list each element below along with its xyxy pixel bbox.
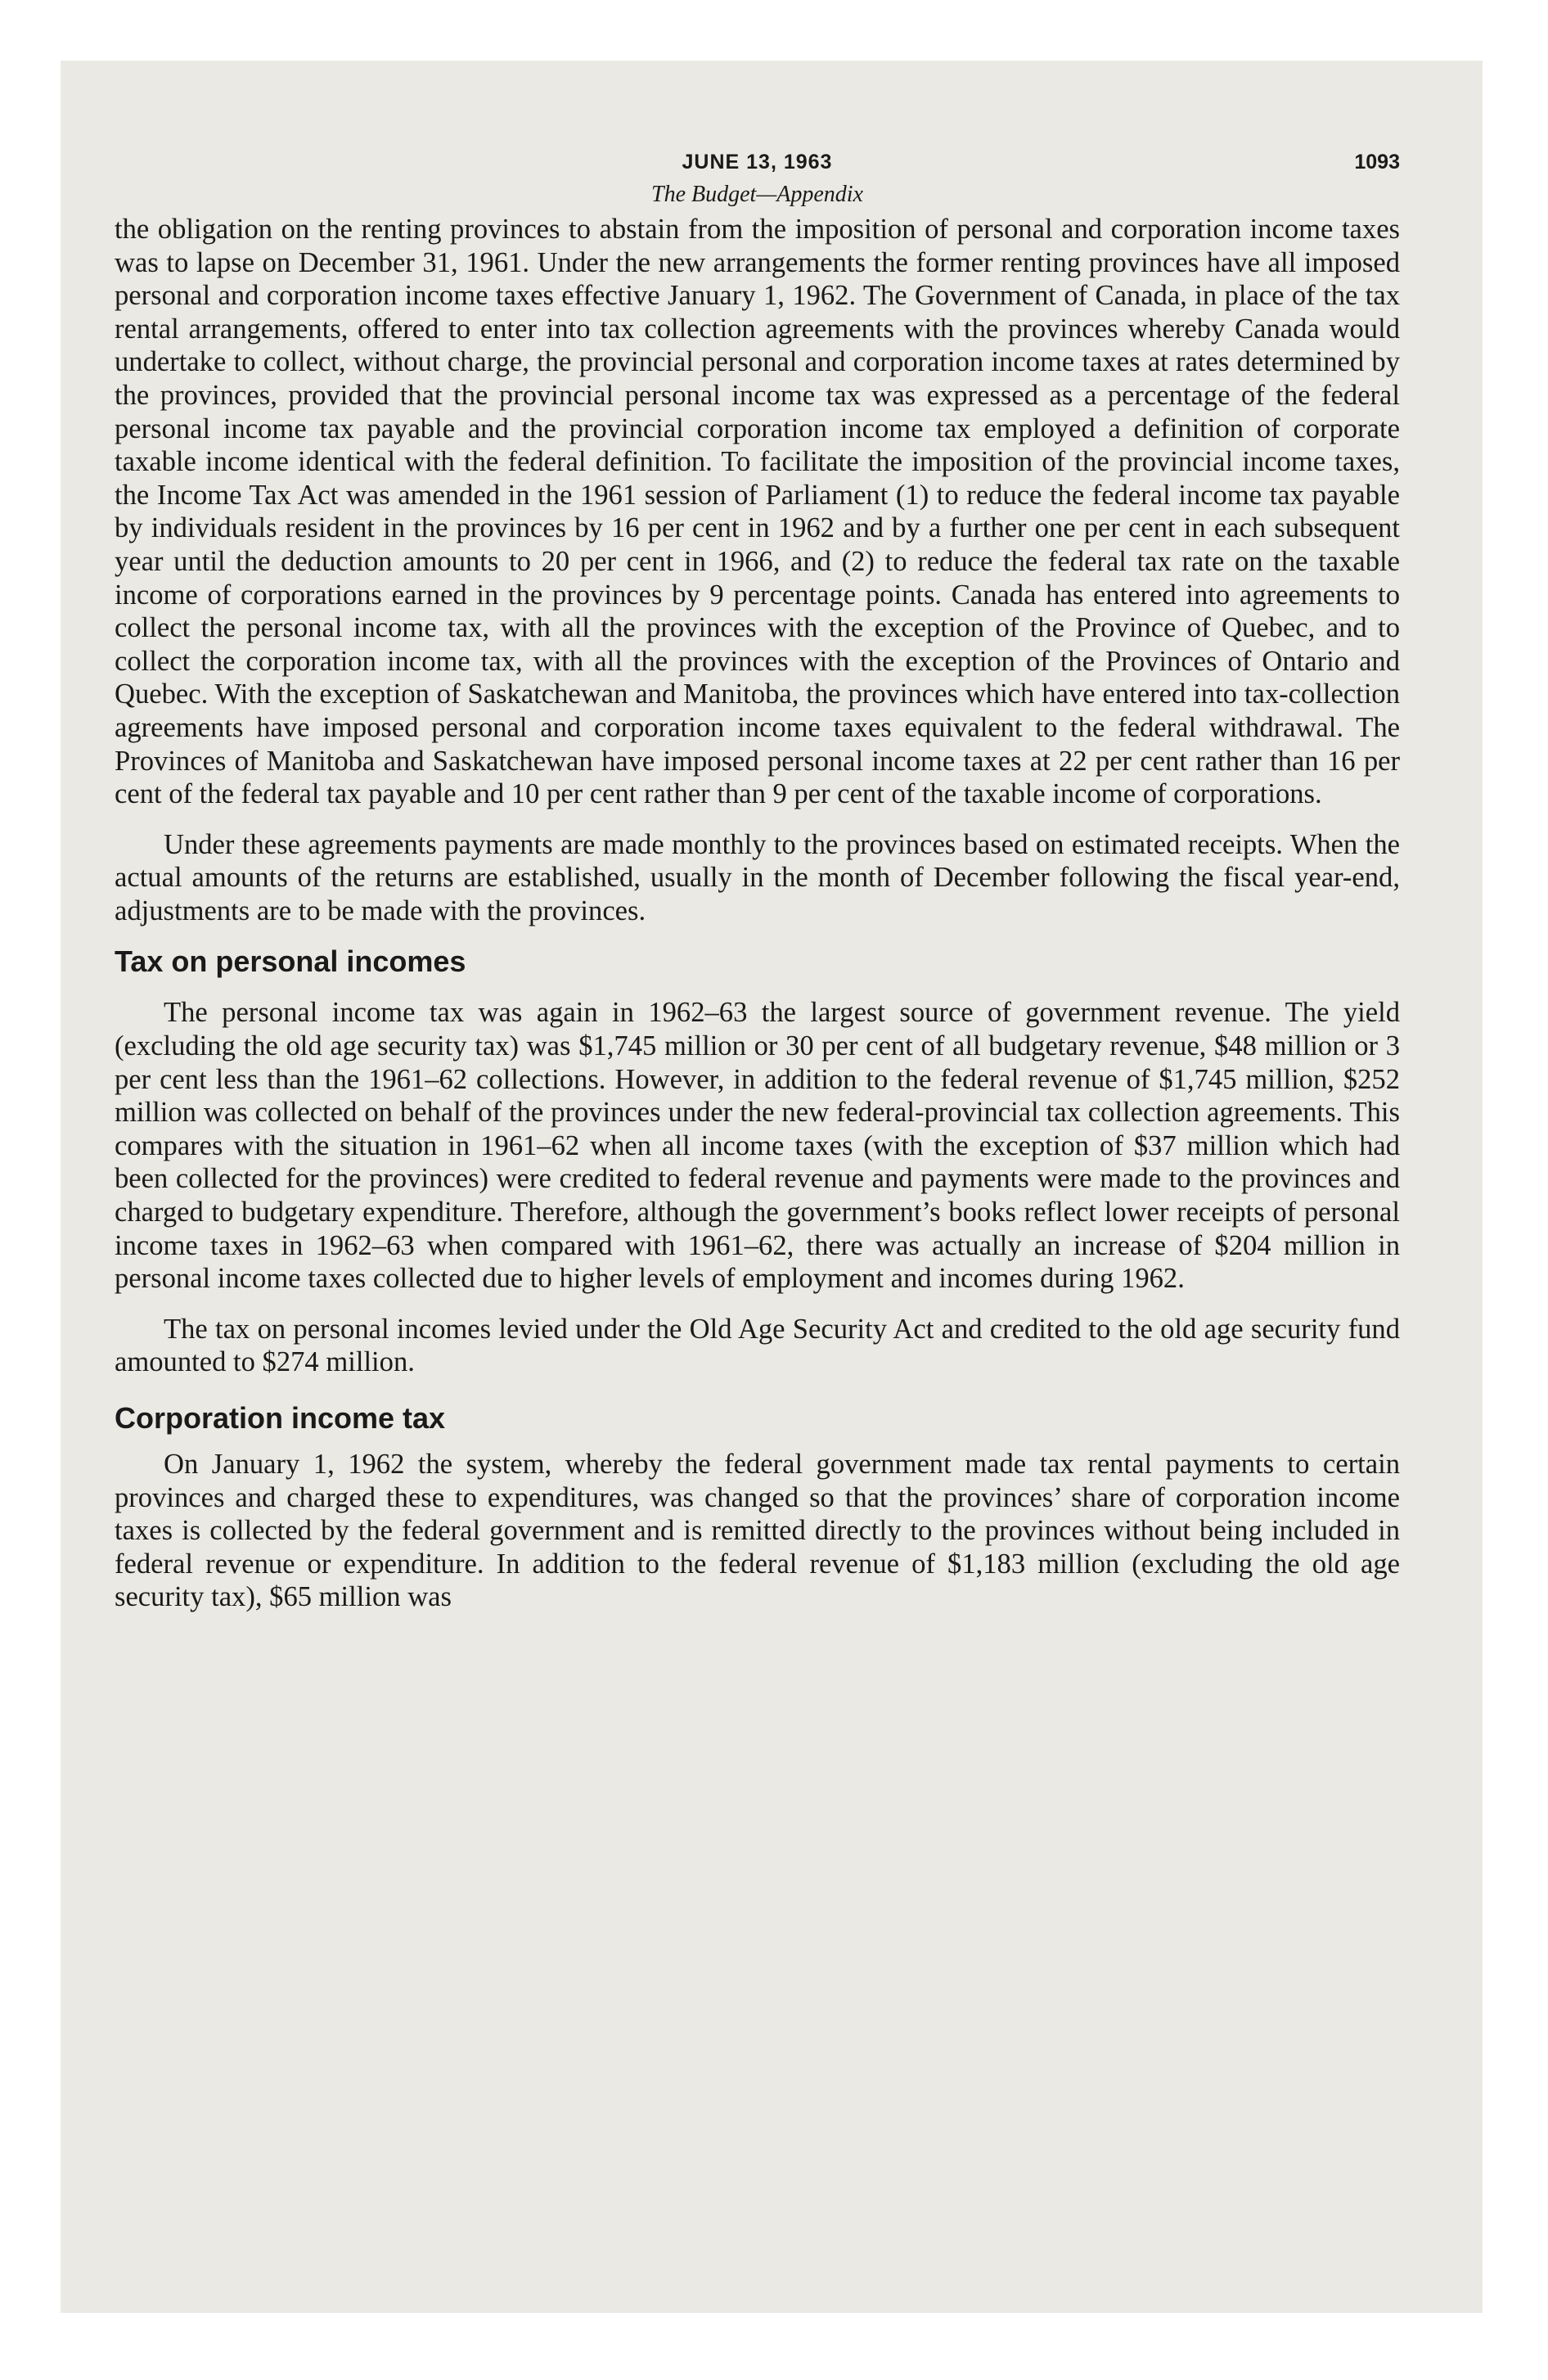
page-number: 1093 [1354,151,1400,174]
paragraph-old-age-security-tax: The tax on personal incomes levied under the Old Age Security Act and credited to the old age security fund amounted to $274 million. [115,1313,1400,1378]
paragraph-tax-collection-agreements: the obligation on the renting provinces to abstain from the imposition of personal and corporation income taxes was to lapse on December 31, 1961. Under the new arrangements the former renting provinces have all imposed personal and corporation income taxes effective January 1, 1962. The Government of Canada, in place of the tax rental arrangements, offered to enter into tax collection agreements with the provinces whereby Canada would undertake to collect, without charge, the provincial personal and corporation income taxes at rates determined by the provinces, provided that the provincial personal income tax was expressed as a percentage of the federal personal income tax payable and the provincial corporation income tax employed a definition of corporate taxable income identical with the federal definition. To facilitate the imposition of the provincial income taxes, the Income Tax Act was amended in the 1961 session of Parliament (1) to reduce the federal income tax payable by individuals resident in the provinces by 16 per cent in 1962 and by a further one per cent in each subsequent year until the deduction amounts to 20 per cent in 1966, and (2) to reduce the federal tax rate on the taxable income of corporations earned in the provinces by 9 percentage points. Canada has entered into agreements to collect the personal income tax, with all the provinces with the exception of the Province of Quebec, and to collect the corporation income tax, with all the provinces with the exception of the Provinces of Ontario and Quebec. With the exception of Saskatchewan and Manitoba, the provinces which have entered into tax-collection agreements have imposed personal and corporation income taxes equivalent to the federal withdrawal. The Provinces of Manitoba and Saskatchewan have imposed personal income taxes at 22 per cent rather than 16 per cent of the federal tax payable and 10 per cent rather than 9 per cent of the taxable income of corporations. [115,214,1400,810]
section-title: The Budget—Appendix [651,182,863,207]
heading-corporation-income-tax: Corporation income tax [115,1401,446,1435]
running-head-date: JUNE 13, 1963 [682,151,833,174]
paragraph-monthly-payments: Under these agreements payments are made monthly to the provinces based on estimated receipts. When the actual amounts of the returns are established, usually in the month of December following the fiscal year-end, adjustments are to be made with the provinces. [115,828,1400,926]
document-page [115,144,1400,1614]
heading-tax-on-personal-incomes: Tax on personal incomes [115,944,466,979]
paragraph-corporation-income-tax: On January 1, 1962 the system, whereby the federal government made tax rental payments to certain provinces and charged these to expenditures, was changed so that the provinces’ share of corporation income taxes is collected by the federal government and is remitted directly to the provinces without being included in federal revenue or expenditure. In addition to the federal revenue of $1,183 million (excluding the old age security tax), $65 million was [115,1449,1400,1613]
page-header [115,144,1400,180]
paragraph-personal-income-tax: The personal income tax was again in 1962–63 the largest source of government revenue. The yield (excluding the old age security tax) was $1,745 million or 30 per cent of all budgetary revenue, $48 million or 3 per cent less than the 1961–62 collections. However, in addition to the federal revenue of $1,745 million, $252 million was collected on behalf of the provinces under the new federal-provincial tax collection agreements. This compares with the situation in 1961–62 when all income taxes (with the exception of $37 million which had been collected for the provinces) were credited to federal revenue and payments were made to the provinces and charged to budgetary expenditure. Therefore, although the government’s books reflect lower receipts of personal income taxes in 1962–63 when compared with 1961–62, there was actually an increase of $204 million in personal income taxes collected due to higher levels of employment and incomes during 1962. [115,997,1400,1295]
